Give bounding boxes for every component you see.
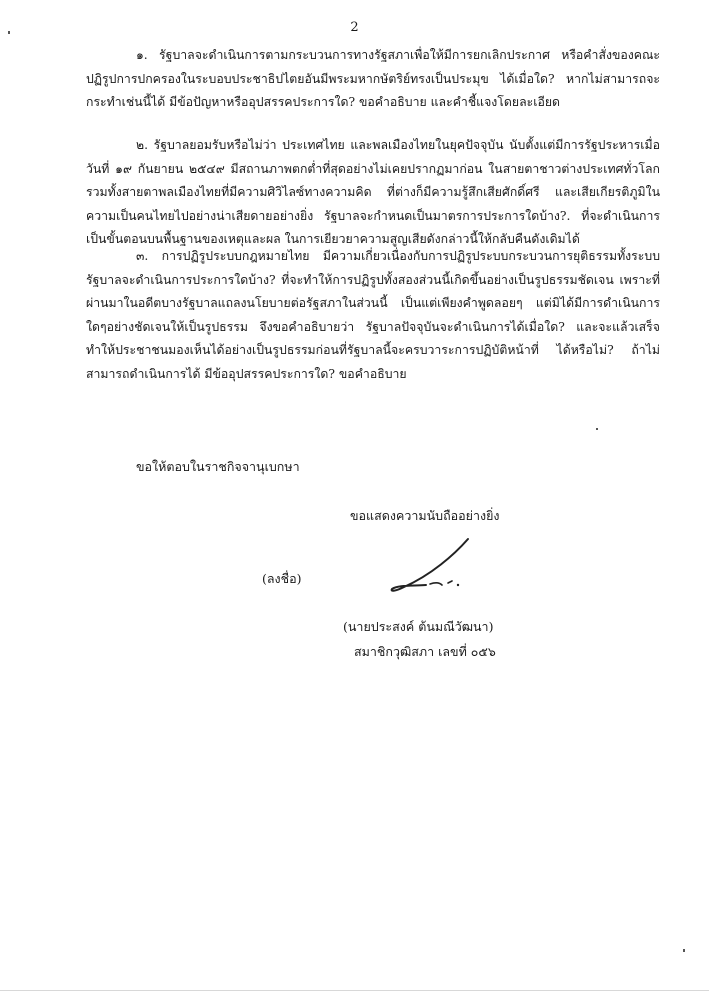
question-paragraph-3: ๓. การปฏิรูประบบกฎหมายไทย มีความเกี่ยวเนื่องกับการปฏิรูประบบกระบวนการยุติธรรมทั้งระบบ รัฐบาลจะดำเนินการประการใดบ้าง? ที่จะทำให้การปฏิรูปทั้งสองส่วนนี้เกิดขึ้นอย่างเป็นรูปธรรมชัดเจน เพราะที่ผ่านมาในอดีตบางรัฐบาลแถลงนโยบายต่อรัฐสภาในส่วนนี้ เป็นแต่เพียงคำพูดลอยๆ แต่มิได้มีการดำเนินการใดๆอย่างชัดเจนให้เป็นรูปธรรม จึงขอคำอธิบายว่า รัฐบาลปัจจุบันจะดำเนินการได้เมื่อใด? และจะแล้วเสร็จทำให้ประชาชนมองเห็นได้อย่างเป็นรูปธรรมก่อนที่รัฐบาลนี้จะครบวาระการปฏิบัติหน้าที่ ได้หรือไม่? ถ้าไม่สามารถดำเนินการได้ มีข้ออุปสรรคประการใด? ขอคำอธิบาย bbox=[86, 249, 660, 381]
scan-mark-right bbox=[596, 428, 598, 430]
question-paragraph-1: ๑. รัฐบาลจะดำเนินการตามกระบวนการทางรัฐสภาเพื่อให้มีการยกเลิกประกาศ หรือคำสั่งของคณะปฏิรูปการปกครองในระบอบประชาธิปไตยอันมีพระมหากษัตริย์ทรงเป็นประมุข ได้เมื่อใด? หากไม่สามารถจะกระทำเช่นนี้ได้ มีข้อปัญหาหรืออุปสรรคประการใด? ขอคำอธิบาย และคำชี้แจงโดยละเอียด bbox=[86, 48, 660, 110]
question-paragraph-2: ๒. รัฐบาลยอมรับหรือไม่ว่า ประเทศไทย และพลเมืองไทยในยุคปัจจุบัน นับตั้งแต่มีการรัฐประหารเมื่อวันที่ ๑๙ กันยายน ๒๕๔๙ มีสถานภาพตกต่ำที่สุดอย่างไม่เคยปรากฏมาก่อน ในสายตาชาวต่างประเทศทั่วโลก รวมทั้งสายตาพลเมืองไทยที่มีความศิวิไลซ์ทางความคิด ที่ต่างก็มีความรู้สึกเสียศักดิ์ศรี และเสียเกียรติภูมิในความเป็นคนไทยไปอย่างน่าเสียดายอย่างยิ่ง รัฐบาลจะกำหนดเป็นมาตรการประการใดบ้าง?. ที่จะดำเนินการเป็นขั้นตอนบนพื้นฐานของเหตุและผล ในการเยียวยาความสูญเสียดังกล่าวนี้ให้กลับคืนดังเดิมได้ bbox=[86, 138, 660, 247]
scan-edge-line bbox=[0, 990, 709, 991]
signer-title: สมาชิกวุฒิสภา เลขที่ ๐๕๖ bbox=[354, 644, 496, 659]
handwritten-signature bbox=[376, 535, 486, 605]
signer-name: (นายประสงค์ ต้นมณีวัฒนา) bbox=[343, 619, 494, 634]
closing-request: ขอให้ตอบในราชกิจจานุเบกษา bbox=[136, 459, 300, 474]
page-number: 2 bbox=[350, 20, 359, 35]
scan-mark-top-left bbox=[8, 31, 10, 34]
scan-mark-bottom-right bbox=[683, 949, 685, 952]
sign-label: (ลงชื่อ) bbox=[262, 571, 302, 586]
regards-line: ขอแสดงความนับถืออย่างยิ่ง bbox=[350, 508, 500, 523]
